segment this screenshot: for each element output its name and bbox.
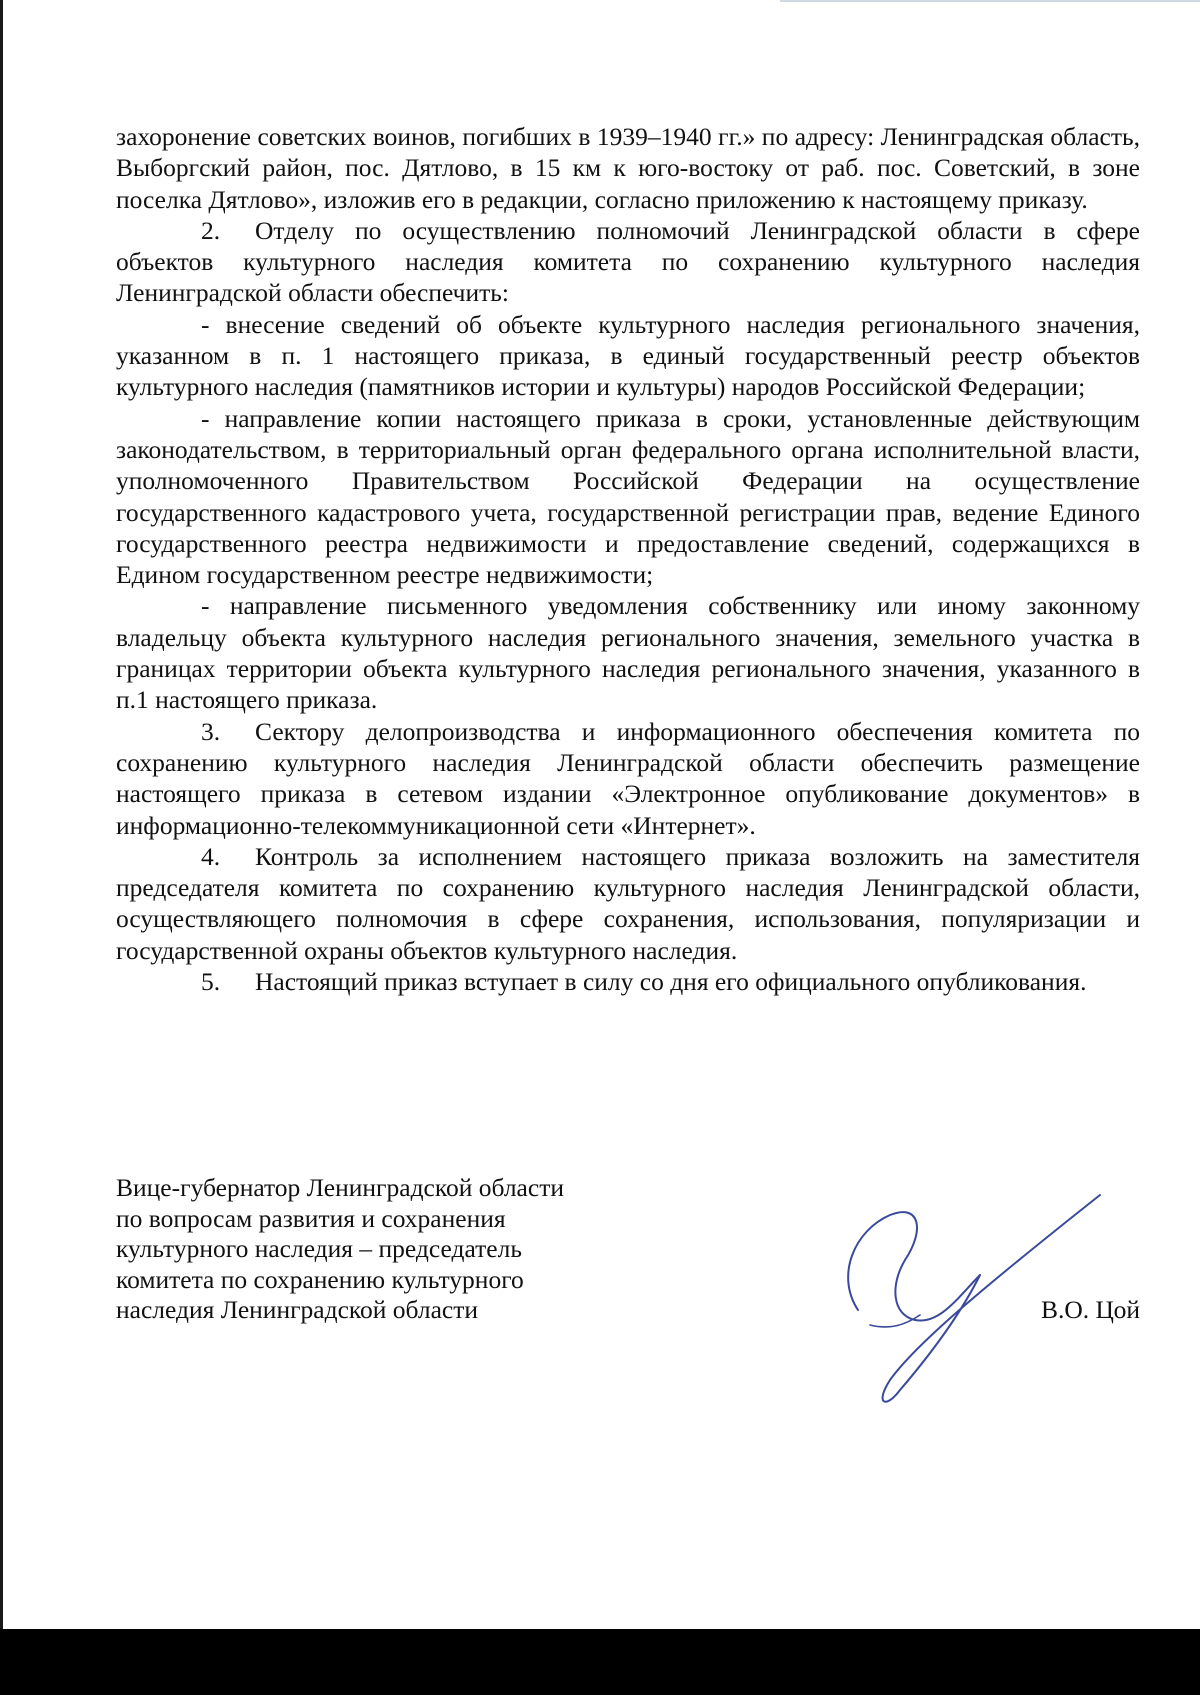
item-text: Настоящий приказ вступает в силу со дня его официального опубликования. xyxy=(255,967,1087,997)
sub-item-notification: - направление письменного уведомления собственнику или иному законному владельцу объекта культурного наследия регионального значения, земельного участка в границах территории объекта культурного наследия регионального значения, указанного в п.1 настоящего приказа. xyxy=(116,591,1140,715)
item-number: 2. xyxy=(201,215,221,245)
position-line: комитета по сохранению культурного xyxy=(116,1264,524,1294)
sub-item-copy: - направление копии настоящего приказа в сроки, установленные действующим законодательством, в территориальный орган федерального органа исполнительной власти, уполномоченного Правительством Российской Федерации на осуществление государственного кадастрового учета, государственной регистрации прав, ведение Единого государственного реестра недвижимости и предоставление сведений, содержащихся в Едином государственном реестре недвижимости; xyxy=(116,403,1140,590)
item-text: Контроль за исполнением настоящего приказа возложить на заместителя председателя комитета по сохранению культурного наследия Ленинградской области, осуществляющего полномочия в сфере сохранения, использования, популяризации и государственной охраны объектов культурного наследия. xyxy=(116,841,1140,965)
continuation-paragraph: захоронение советских воинов, погибших в 1939–1940 гг.» по адресу: Ленинградская область, Выборгский район, пос. Дятлово, в 15 км к юго-востоку от раб. пос. Советский, в зоне поселка Дятлово», изложив его в редакции, согласно приложению к настоящему приказу. xyxy=(116,122,1140,214)
sub-item-registry: - внесение сведений об объекте культурного наследия регионального значения, указанном в п. 1 настоящего приказа, в единый государственный реестр объектов культурного наследия (памятников истории и культуры) народов Российской Федерации; xyxy=(116,309,1140,402)
signer-name: В.О. Цой xyxy=(1040,1295,1140,1324)
item-5-paragraph xyxy=(116,966,1140,997)
item-2-paragraph xyxy=(116,215,1140,309)
signatory-position xyxy=(116,1173,636,1326)
item-number: 3. xyxy=(201,716,221,746)
scan-edge-top xyxy=(780,0,1200,2)
item-3-paragraph xyxy=(116,716,1140,841)
position-line: наследия Ленинградской области xyxy=(116,1295,479,1324)
item-text: Отделу по осуществлению полномочий Ленинградской области в сфере объектов культурного наследия комитета по сохранению культурного наследия Ленинградской области обеспечить: xyxy=(116,215,1140,308)
document-body xyxy=(116,121,1140,997)
position-line: Вице-губернатор Ленинградской области xyxy=(116,1173,564,1202)
signature-stroke xyxy=(848,1212,980,1320)
item-number: 4. xyxy=(201,841,221,871)
position-line: культурного наследия – председатель xyxy=(116,1234,522,1263)
scan-edge-left xyxy=(0,0,3,1630)
item-text: Сектору делопроизводства и информационного обеспечения комитета по сохранению культурного наследия Ленинградской области обеспечить размещение настоящего приказа в сетевом издании «Электронное опубликование документов» в информационно-телекоммуникационной сети «Интернет». xyxy=(116,716,1140,840)
position-line: по вопросам развития и сохранения xyxy=(116,1203,506,1233)
signature-stroke xyxy=(870,1315,920,1327)
scan-bottom-bar xyxy=(0,1629,1200,1695)
item-number: 5. xyxy=(201,967,221,997)
item-4-paragraph xyxy=(116,841,1140,966)
